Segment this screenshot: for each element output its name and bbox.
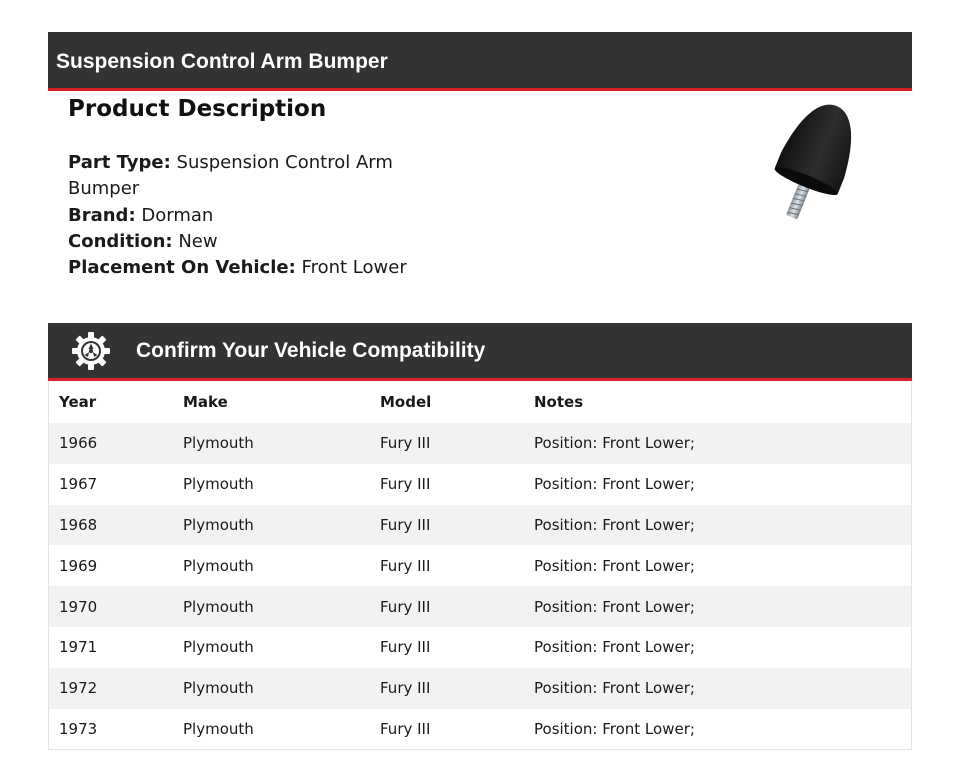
cell-year: 1967 bbox=[59, 475, 98, 494]
column-header-year: Year bbox=[59, 393, 97, 411]
cell-make: Plymouth bbox=[183, 556, 254, 575]
cell-notes: Position: Front Lower; bbox=[534, 434, 695, 453]
cell-model: Fury III bbox=[380, 638, 431, 657]
cell-make: Plymouth bbox=[183, 719, 254, 738]
column-header-notes: Notes bbox=[534, 393, 584, 411]
compatibility-bar bbox=[48, 323, 912, 381]
table-header-row bbox=[49, 381, 911, 423]
spec-value: Suspension Control Arm Bumper bbox=[68, 152, 393, 200]
column-header-make: Make bbox=[183, 393, 228, 411]
cell-year: 1968 bbox=[59, 515, 98, 534]
column-header-model: Model bbox=[380, 393, 432, 411]
product-title: Suspension Control Arm Bumper bbox=[56, 50, 388, 73]
cell-notes: Position: Front Lower; bbox=[534, 679, 695, 698]
cell-make: Plymouth bbox=[183, 434, 254, 453]
table-row bbox=[49, 627, 911, 668]
cell-model: Fury III bbox=[380, 679, 431, 698]
cell-make: Plymouth bbox=[183, 679, 254, 698]
cell-notes: Position: Front Lower; bbox=[534, 475, 695, 494]
spec-key: Placement On Vehicle: bbox=[68, 257, 296, 279]
table-row bbox=[49, 586, 911, 627]
cell-year: 1966 bbox=[59, 434, 98, 453]
cell-model: Fury III bbox=[380, 556, 431, 575]
product-description-heading: Product Description bbox=[68, 96, 327, 122]
bumper-product-image bbox=[760, 96, 870, 228]
table-row bbox=[49, 545, 911, 586]
table-row bbox=[49, 709, 911, 750]
spec-placement bbox=[68, 255, 408, 281]
cell-model: Fury III bbox=[380, 515, 431, 534]
cell-model: Fury III bbox=[380, 719, 431, 738]
compatibility-table bbox=[48, 381, 912, 750]
spec-key: Brand: bbox=[68, 204, 136, 226]
table-row bbox=[49, 668, 911, 709]
table-row bbox=[49, 423, 911, 464]
cell-make: Plymouth bbox=[183, 597, 254, 616]
cell-notes: Position: Front Lower; bbox=[534, 638, 695, 657]
cell-year: 1973 bbox=[59, 719, 98, 738]
cell-make: Plymouth bbox=[183, 638, 254, 657]
product-specs bbox=[68, 150, 408, 281]
spec-part-type bbox=[68, 150, 408, 203]
cell-year: 1971 bbox=[59, 638, 98, 657]
cell-make: Plymouth bbox=[183, 475, 254, 494]
table-row bbox=[49, 505, 911, 546]
spec-value: Front Lower bbox=[301, 257, 407, 279]
cell-notes: Position: Front Lower; bbox=[534, 556, 695, 575]
cell-model: Fury III bbox=[380, 475, 431, 494]
spec-key: Part Type: bbox=[68, 152, 171, 173]
spec-key: Condition: bbox=[68, 230, 173, 252]
cell-year: 1972 bbox=[59, 679, 98, 698]
spec-condition bbox=[68, 229, 408, 255]
table-row bbox=[49, 464, 911, 505]
cell-model: Fury III bbox=[380, 434, 431, 453]
spec-value: Dorman bbox=[141, 204, 214, 226]
cell-notes: Position: Front Lower; bbox=[534, 597, 695, 616]
cell-year: 1970 bbox=[59, 597, 98, 616]
cell-year: 1969 bbox=[59, 556, 98, 575]
compatibility-title: Confirm Your Vehicle Compatibility bbox=[136, 338, 486, 362]
cell-notes: Position: Front Lower; bbox=[534, 719, 695, 738]
spec-value: New bbox=[178, 230, 218, 252]
cell-model: Fury III bbox=[380, 597, 431, 616]
cell-make: Plymouth bbox=[183, 515, 254, 534]
cell-notes: Position: Front Lower; bbox=[534, 515, 695, 534]
product-title-bar bbox=[48, 32, 912, 91]
spec-brand bbox=[68, 203, 408, 229]
gear-car-icon bbox=[70, 330, 112, 372]
